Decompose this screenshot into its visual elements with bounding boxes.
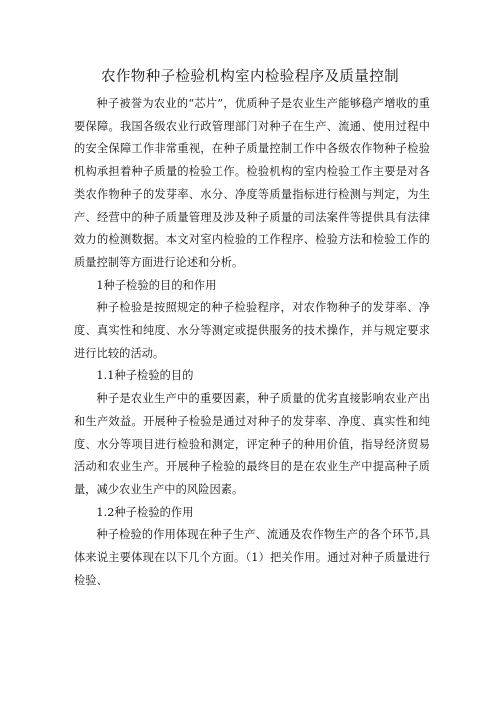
document-body: [74, 93, 430, 592]
section-1-2-heading: 1.2种子检验的作用: [96, 505, 194, 519]
section-1-paragraph: 种子检验是按照规定的种子检验程序，对农作物种子的发芽率、净度、真实性和纯度、水分等测定或提供服务的技术操作，并与规定要求进行比较的活动。: [74, 301, 430, 360]
section-1-1-heading: 1.1种子检验的目的: [96, 369, 194, 383]
section-1-2-paragraph: 种子检验的作用体现在种子生产、流通及农作物生产的各个环节,具体来说主要体现在以下几个方面。（1）把关作用。通过对种子质量进行检验、: [74, 528, 430, 587]
section-1-heading: 1种子检验的目的和作用: [96, 278, 217, 292]
intro-paragraph: 种子被誉为农业的“芯片”，优质种子是农业生产能够稳产增收的重要保障。我国各级农业行政管理部门对种子在生产、流通、使用过程中的安全保障工作非常重视，在种子质量控制工作中各级农作物种子检验机构承担着种子质量的检验工作。检验机构的室内检验工作主要是对各类农作物种子的发芽率、水分、净度等质量指标进行检测与判定，为生产、经营中的种子质量管理及涉及种子质量的司法案件等提供具有法律效力的检测数据。本文对室内检验的工作程序、检验方法和检验工作的质量控制等方面进行论述和分析。: [74, 97, 430, 269]
document-title: 农作物种子检验机构室内检验程序及质量控制: [101, 69, 399, 85]
section-1-1-paragraph: 种子是农业生产中的重要因素，种子质量的优劣直接影响农业产出和生产效益。开展种子检验是通过对种子的发芽率、净度、真实性和纯度、水分等项目进行检验和测定，评定种子的种用价值，指导经济贸易活动和农业生产。开展种子检验的最终目的是在农业生产中提高种子质量，减少农业生产中的风险因素。: [74, 392, 430, 496]
